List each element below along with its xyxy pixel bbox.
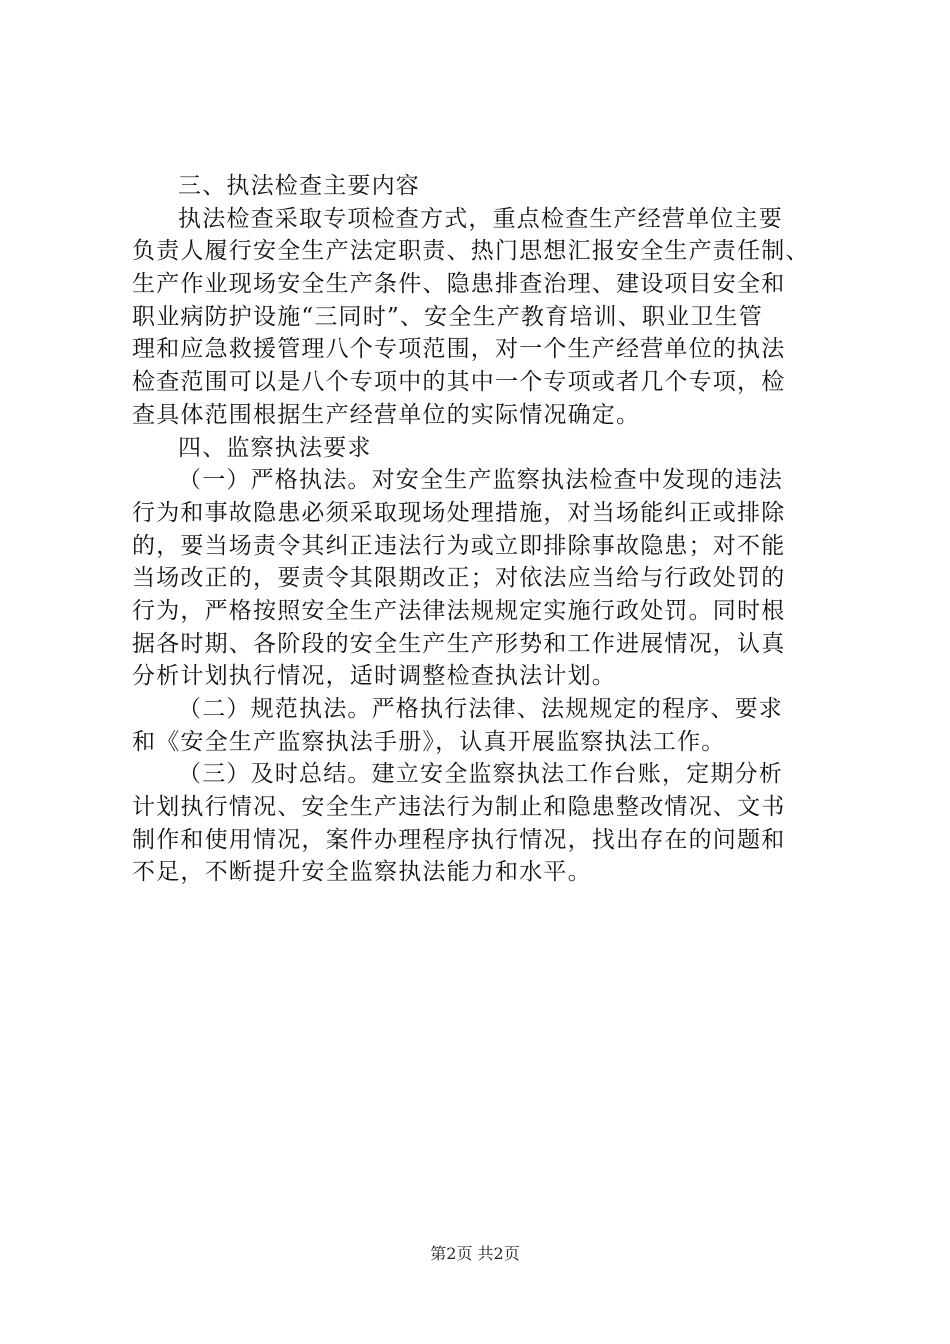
paragraph-line: 和《安全生产监察执法手册》，认真开展监察执法工作。 bbox=[132, 728, 726, 755]
paragraph-line: 执法检查采取专项检查方式，重点检查生产经营单位主要 bbox=[178, 205, 783, 232]
paragraph-line: 不足，不断提升安全监察执法能力和水平。 bbox=[132, 859, 592, 886]
subsection-line-3: （三）及时总结。建立安全监察执法工作台账，定期分析 bbox=[178, 761, 783, 788]
paragraph-line: 当场改正的，要责令其限期改正；对依法应当给与行政处罚的 bbox=[132, 565, 786, 592]
paragraph-line: 计划执行情况、安全生产违法行为制止和隐患整改情况、文书 bbox=[132, 794, 786, 821]
paragraph-line: 制作和使用情况，案件办理程序执行情况，找出存在的问题和 bbox=[132, 826, 786, 853]
paragraph-line: 据各时期、各阶段的安全生产生产形势和工作进展情况，认真 bbox=[132, 630, 786, 657]
subsection-line-1: （一）严格执法。对安全生产监察执法检查中发现的违法 bbox=[178, 467, 783, 494]
page-number-footer: 第2页 共2页 bbox=[430, 1244, 520, 1263]
section-heading-3: 三、执法检查主要内容 bbox=[178, 173, 420, 199]
paragraph-line: 生产作业现场安全生产条件、隐患排查治理、建设项目安全和 bbox=[132, 271, 786, 298]
paragraph-line: 查具体范围根据生产经营单位的实际情况确定。 bbox=[132, 401, 641, 428]
paragraph-line: 理和应急救援管理八个专项范围，对一个生产经营单位的执法 bbox=[132, 336, 786, 363]
paragraph-line: 的，要当场责令其纠正违法行为或立即排除事故隐患；对不能 bbox=[132, 532, 786, 559]
document-body bbox=[132, 170, 832, 889]
paragraph-line: 负责人履行安全生产法定职责、热门思想汇报安全生产责任制、 bbox=[132, 238, 810, 265]
paragraph-line: 检查范围可以是八个专项中的其中一个专项或者几个专项，检 bbox=[132, 369, 786, 396]
paragraph-line: 行为，严格按照安全生产法律法规规定实施行政处罚。同时根 bbox=[132, 597, 786, 624]
paragraph-line: 行为和事故隐患必须采取现场处理措施，对当场能纠正或排除 bbox=[132, 499, 786, 526]
subsection-line-2: （二）规范执法。严格执行法律、法规规定的程序、要求 bbox=[178, 696, 783, 722]
paragraph-line: 分析计划执行情况，适时调整检查执法计划。 bbox=[132, 663, 616, 690]
section-heading-4: 四、监察执法要求 bbox=[178, 434, 372, 461]
paragraph-line: 职业病防护设施“三同时”、安全生产教育培训、职业卫生管 bbox=[132, 303, 763, 330]
